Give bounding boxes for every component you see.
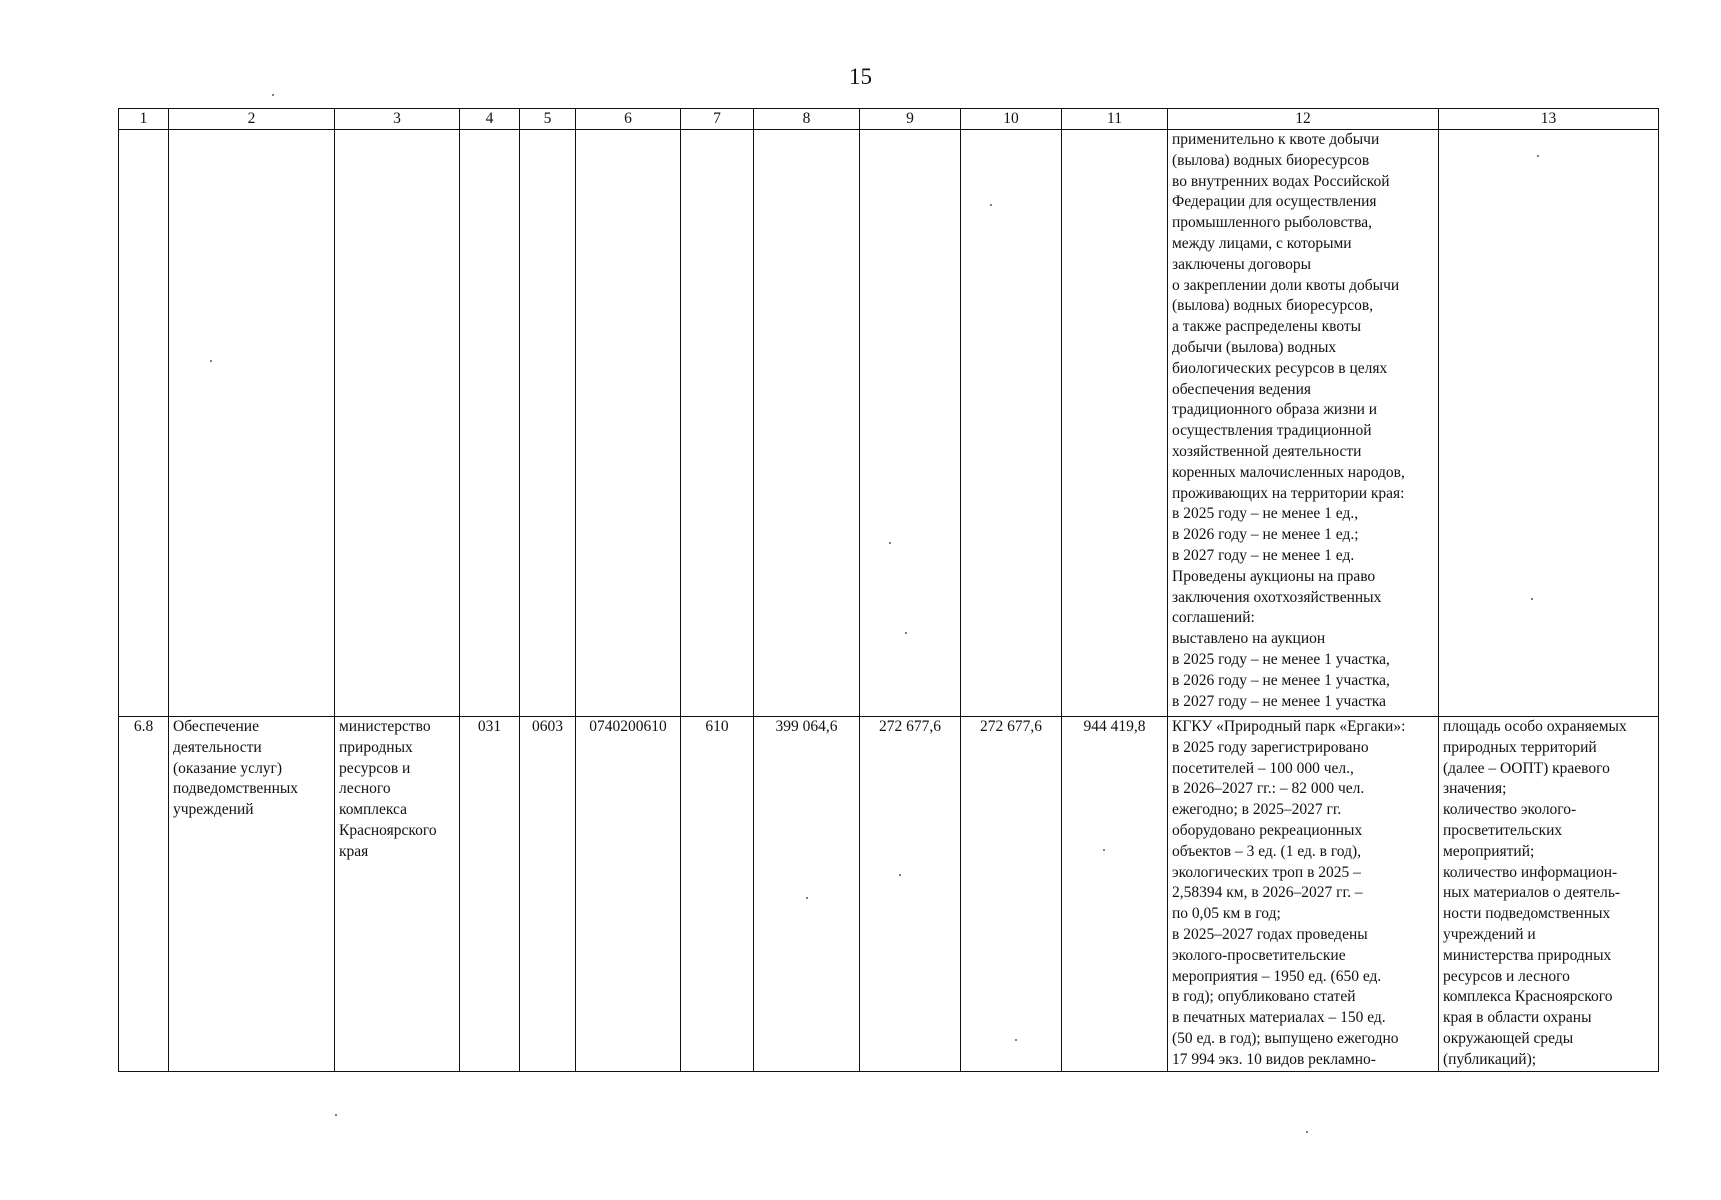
- scan-speck: [1306, 1131, 1308, 1133]
- column-header-9: 9: [860, 109, 961, 130]
- column-header-7: 7: [681, 109, 754, 130]
- continuation-cell-8: [754, 130, 860, 717]
- column-header-10: 10: [961, 109, 1062, 130]
- amount-2025: 399 064,6: [754, 717, 860, 1072]
- scan-speck: [899, 874, 901, 876]
- scan-speck: [335, 1114, 337, 1116]
- scan-speck: [272, 94, 274, 96]
- column-header-3: 3: [335, 109, 460, 130]
- scan-speck: [889, 542, 891, 544]
- column-header-5: 5: [520, 109, 576, 130]
- column-header-1: 1: [119, 109, 169, 130]
- scan-speck: [990, 204, 992, 206]
- scan-speck: [905, 632, 907, 634]
- continuation-result-text: применительно к квоте добычи (вылова) водных биоресурсов во внутренних водах Российской Федерации для осуществления промышленного рыболовства, между лицами, с которыми заключены договоры о закреплении доли квоты добычи (вылова) водных биоресурсов, а также распределены квоты добычи (вылова) водных биологических ресурсов в целях обеспечения ведения традиционного образа жизни и осуществления традиционной хозяйственной деятельности коренных малочисленных народов, проживающих на территории края: в 2025 году – не менее 1 ед., в 2026 году – не менее 1 ед.; в 2027 году – не менее 1 ед. Проведены аукционы на право заключения охотхозяйственных соглашений: выставлено на аукцион в 2025 году – не менее 1 участка, в 2026 году – не менее 1 участка, в 2027 году – не менее 1 участка: [1168, 130, 1439, 717]
- indicators-text: площадь особо охраняемых природных территорий (далее – ООПТ) краевого значения; количество эколого- просветительских мероприятий; количество информацион- ных материалов о деятель- ности подведомственных учреждений и министерства природных ресурсов и лесного комплекса Красноярского края в области охраны окружающей среды (публикаций);: [1439, 717, 1659, 1072]
- table-row-6-8: [119, 717, 1659, 1072]
- grbs-code: 031: [460, 717, 520, 1072]
- continuation-cell-3: [335, 130, 460, 717]
- column-header-13: 13: [1439, 109, 1659, 130]
- continuation-cell-13: [1439, 130, 1659, 717]
- scan-speck: [210, 360, 212, 362]
- continuation-cell-2: [169, 130, 335, 717]
- row-number: 6.8: [119, 717, 169, 1072]
- continuation-cell-10: [961, 130, 1062, 717]
- section-code: 0603: [520, 717, 576, 1072]
- continuation-cell-9: [860, 130, 961, 717]
- amount-2027: 272 677,6: [961, 717, 1062, 1072]
- amount-2026: 272 677,6: [860, 717, 961, 1072]
- scan-speck: [1537, 155, 1539, 157]
- column-number-header-row: [119, 109, 1659, 130]
- column-header-4: 4: [460, 109, 520, 130]
- column-header-11: 11: [1062, 109, 1168, 130]
- amount-total: 944 419,8: [1062, 717, 1168, 1072]
- continuation-cell-11: [1062, 130, 1168, 717]
- continuation-cell-1: [119, 130, 169, 717]
- column-header-8: 8: [754, 109, 860, 130]
- continuation-row: [119, 130, 1659, 717]
- page-number: 15: [849, 64, 872, 89]
- continuation-cell-5: [520, 130, 576, 717]
- continuation-cell-6: [576, 130, 681, 717]
- column-header-2: 2: [169, 109, 335, 130]
- column-header-12: 12: [1168, 109, 1439, 130]
- budget-program-table: [118, 108, 1659, 1072]
- expense-type-code: 610: [681, 717, 754, 1072]
- continuation-cell-7: [681, 130, 754, 717]
- scan-speck: [1531, 598, 1533, 600]
- expected-result-text: КГКУ «Природный парк «Ергаки»: в 2025 году зарегистрировано посетителей – 100 000 чел., в 2026–2027 гг.: – 82 000 чел. ежегодно; в 2025–2027 гг. оборудовано рекреационных объектов – 3 ед. (1 ед. в год), экологических троп в 2025 – 2,58394 км, в 2026–2027 гг. – по 0,05 км в год; в 2025–2027 годах проведены эколого-просветительские мероприятия – 1950 ед. (650 ед. в год); опубликовано статей в печатных материалах – 150 ед. (50 ед. в год); выпущено ежегодно 17 994 экз. 10 видов рекламно-: [1168, 717, 1439, 1072]
- scan-speck: [806, 897, 808, 899]
- target-article-code: 0740200610: [576, 717, 681, 1072]
- executor-name: министерство природных ресурсов и лесного комплекса Красноярского края: [335, 717, 460, 1072]
- activity-name: Обеспечение деятельности (оказание услуг) подведомственных учреждений: [169, 717, 335, 1072]
- continuation-cell-4: [460, 130, 520, 717]
- scan-speck: [1103, 849, 1105, 851]
- scan-speck: [1015, 1039, 1017, 1041]
- column-header-6: 6: [576, 109, 681, 130]
